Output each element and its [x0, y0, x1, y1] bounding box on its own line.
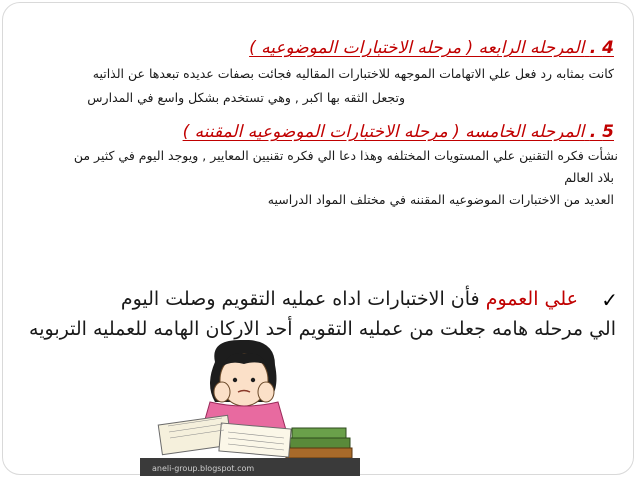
book-brown-icon: [286, 448, 352, 458]
student-studying-illustration: [140, 340, 360, 476]
book-lightgreen-icon: [292, 428, 346, 438]
stage4-number: 4 .: [589, 38, 614, 58]
stage4-title: المرحله الرابعه ( مرحله الاختبارات الموضوعيه ): [249, 38, 585, 58]
conclusion-line1: [121, 288, 578, 310]
conclusion-lead: علي العموم: [485, 288, 578, 310]
stage5-title: المرحله الخامسه ( مرحله الاختبارات الموضوعيه المقننه ): [182, 122, 585, 142]
stage5-heading: [183, 122, 614, 142]
stage5-text-line2: بلاد العالم: [564, 170, 614, 185]
stage4-text-line2: وتجعل الثقه بها اكبر , وهي تستخدم بشكل واسع في المدارس: [87, 90, 405, 105]
watermark-text: aneli-group.blogspot.com: [152, 464, 255, 473]
stage4-text-line1: كانت بمثابه رد فعل علي الاتهامات الموجهه للاختبارات المقاليه فجائت بصفات عديده تبعدها عن الذاتيه: [92, 66, 614, 81]
stage5-text-line1: نشأت فكره التقنين علي المستويات المختلفه وهذا دعا الي فكره تقنيين المعايير , ويوجد اليوم في كثير من: [73, 148, 618, 163]
stage5-text-line3: العديد من الاختبارات الموضوعيه المقننه في مختلف المواد الدراسيه: [267, 192, 614, 207]
conclusion-rest: فأن الاختبارات اداه عمليه التقويم وصلت اليوم: [120, 288, 480, 310]
stage5-number: 5 .: [589, 122, 614, 142]
paper-icon: [219, 423, 291, 457]
checkmark-bullet-icon: ✓: [601, 288, 618, 312]
conclusion-line2: الي مرحله هامه جعلت من عمليه التقويم أحد الاركان الهامه للعمليه التربويه: [29, 318, 616, 340]
stage4-heading: [249, 38, 614, 58]
book-green-icon: [290, 438, 350, 448]
